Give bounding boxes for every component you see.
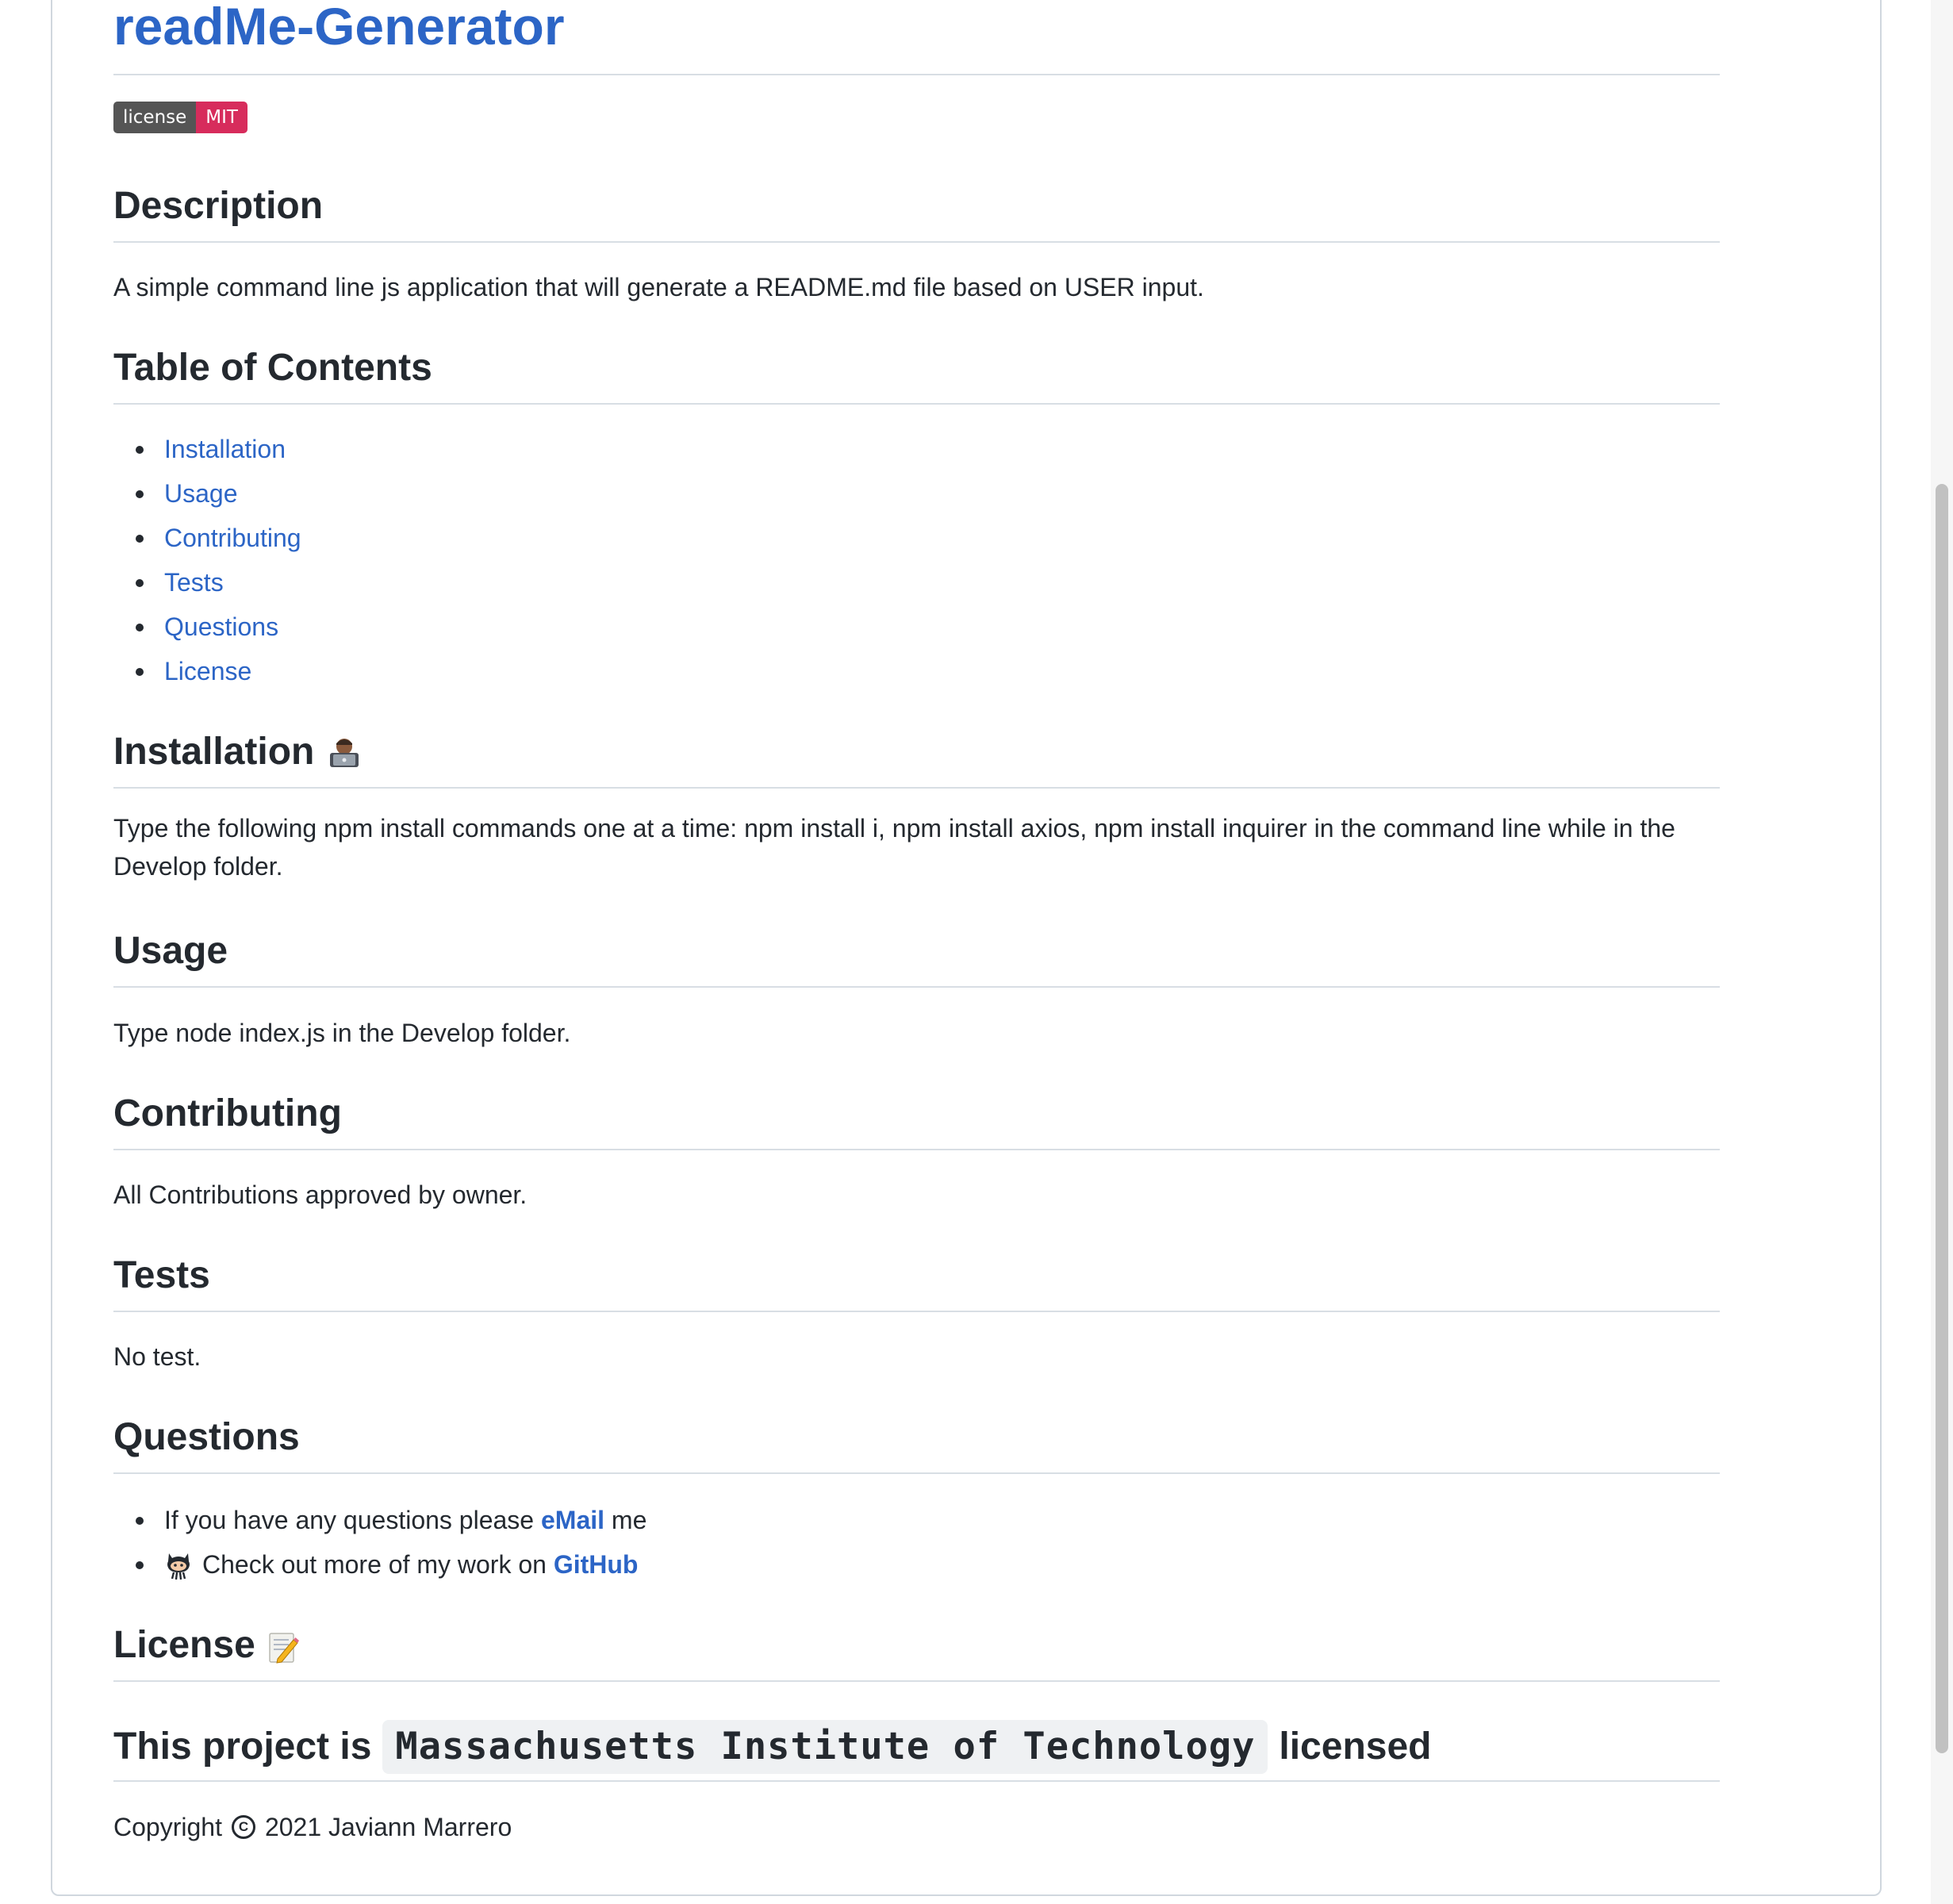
question-github-prefix: Check out more of my work on — [202, 1550, 547, 1579]
badge-value: MIT — [196, 102, 247, 133]
toc-link-questions[interactable]: Questions — [164, 612, 279, 641]
question-email-suffix: me — [611, 1506, 647, 1534]
copyright-icon — [232, 1815, 255, 1839]
toc-link-contributing[interactable]: Contributing — [164, 524, 301, 552]
description-heading — [113, 179, 1720, 243]
memo-emoji-icon — [267, 1628, 300, 1663]
readme-title-link[interactable]: readMe-Generator — [113, 0, 565, 56]
usage-text: Type node index.js in the Develop folder. — [113, 1019, 571, 1047]
copyright-text: 2021 Javiann Marrero — [264, 1813, 512, 1841]
contributing-heading-text: Contributing — [113, 1092, 342, 1134]
license-badge[interactable] — [113, 102, 247, 133]
installation-text: Type the following npm install commands one at a time: npm install i, npm install axios, npm install inquirer in the command line while in the Develop folder. — [113, 814, 1675, 881]
octocat-icon — [164, 1549, 193, 1580]
contributing-heading — [113, 1087, 1720, 1150]
tests-text: No test. — [113, 1342, 201, 1371]
installation-heading — [113, 725, 1720, 789]
toc-item — [113, 605, 301, 649]
scrollbar-thumb[interactable] — [1936, 484, 1948, 1753]
readme-title-header — [113, 0, 1720, 75]
question-item-github — [113, 1542, 647, 1587]
description-heading-text: Description — [113, 185, 324, 227]
contributing-text: All Contributions approved by owner. — [113, 1180, 528, 1209]
tests-heading-text: Tests — [113, 1254, 210, 1296]
license-heading — [113, 1618, 1720, 1682]
questions-heading-text: Questions — [113, 1416, 300, 1458]
toc-item — [113, 471, 301, 516]
copyright-line — [113, 1808, 1720, 1846]
license-code-span: Massachusetts Institute of Technology — [382, 1720, 1268, 1774]
license-heading-text: License — [113, 1624, 255, 1666]
technologist-emoji-icon — [327, 735, 362, 770]
badge-label: license — [113, 102, 196, 133]
usage-heading-text: Usage — [113, 930, 228, 972]
usage-heading — [113, 924, 1720, 988]
toc-link-tests[interactable]: Tests — [164, 568, 224, 597]
questions-heading — [113, 1411, 1720, 1474]
toc-item — [113, 516, 301, 560]
question-item-email — [113, 1498, 647, 1542]
toc-heading — [113, 341, 1720, 405]
toc-heading-text: Table of Contents — [113, 347, 432, 389]
copyright-word: Copyright — [113, 1813, 222, 1841]
toc-list — [113, 427, 301, 693]
license-statement-prefix: This project is — [113, 1726, 372, 1768]
installation-heading-text: Installation — [113, 731, 315, 773]
toc-link-installation[interactable]: Installation — [164, 435, 286, 463]
toc-link-usage[interactable]: Usage — [164, 479, 238, 508]
questions-list — [113, 1498, 647, 1587]
toc-item — [113, 649, 301, 693]
email-link[interactable]: eMail — [540, 1506, 605, 1534]
description-text: A simple command line js application that will generate a README.md file based on USER input. — [113, 273, 1204, 301]
question-email-prefix: If you have any questions please — [164, 1506, 535, 1534]
license-statement-suffix: licensed — [1279, 1726, 1432, 1768]
toc-link-license[interactable]: License — [164, 657, 252, 685]
license-statement-heading — [113, 1712, 1720, 1782]
toc-item — [113, 427, 301, 471]
tests-heading — [113, 1249, 1720, 1312]
toc-item — [113, 560, 301, 605]
github-link[interactable]: GitHub — [553, 1550, 639, 1579]
